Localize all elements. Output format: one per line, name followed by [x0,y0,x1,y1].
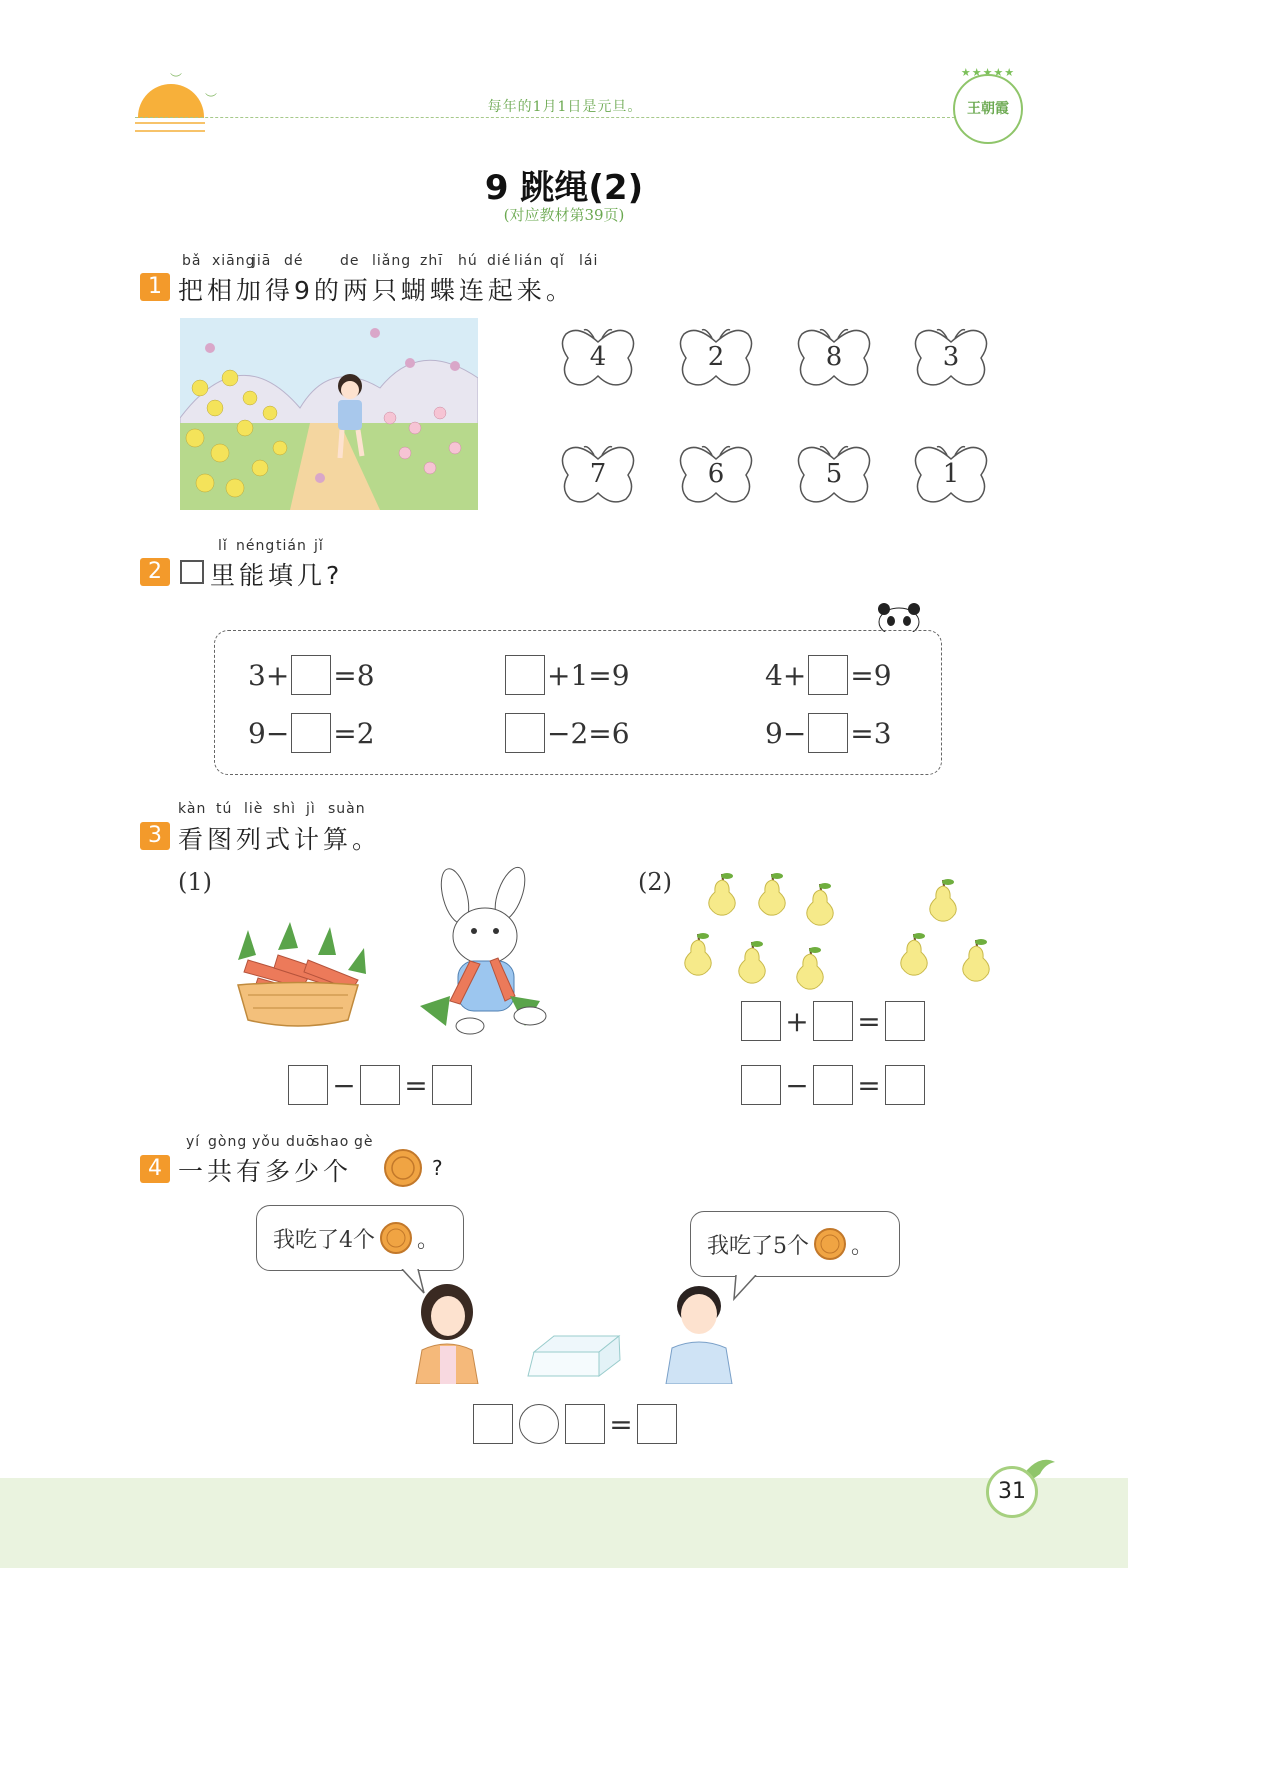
question-number-2: 2 [140,558,170,586]
pinyin-syllable: gè [354,1134,374,1150]
bird-icon: ︶ [205,92,218,106]
butterfly-number: 1 [942,459,960,489]
answer-box[interactable] [505,655,545,695]
equals-sign: = [404,1068,428,1102]
bubble-period: 。 [417,1227,440,1253]
equation-text: =9 [850,658,892,692]
sun-reflection [135,122,205,132]
equation-text: −2=6 [547,716,630,750]
q3-part2-addition-equation [741,1001,925,1041]
pear-icon [925,874,961,922]
question-number-4: 4 [140,1155,170,1183]
pear-icon [734,936,770,984]
answer-box[interactable] [505,713,545,753]
butterfly[interactable] [676,441,756,511]
mooncake-icon [382,1148,424,1188]
pinyin-syllable: jì [306,801,316,817]
fill-in-equation [505,655,630,695]
pinyin-syllable: qǐ [550,253,565,269]
pinyin-syllable: dé [284,253,304,269]
plus-sign: + [785,1004,809,1038]
empty-tray-illustration [524,1332,624,1382]
answer-box[interactable] [813,1001,853,1041]
answer-box[interactable] [741,1001,781,1041]
question-1-text: 把相加得9的两只蝴蝶连起来。 [178,276,575,305]
pinyin-syllable: bǎ [182,253,202,269]
speech-bubble-boy [690,1211,900,1277]
answer-box[interactable] [808,713,848,753]
page-number: 31 [986,1466,1038,1518]
question-number-3: 3 [140,822,170,850]
header-divider [135,117,955,118]
answer-box[interactable] [885,1001,925,1041]
bubble-text: 我吃了4个 [273,1227,375,1253]
pinyin-syllable: jǐ [314,538,324,554]
pinyin-syllable: lái [579,253,599,269]
equation-text: 9− [765,716,807,750]
equation-text: 4+ [765,658,807,692]
answer-box[interactable] [813,1065,853,1105]
footer-ground [0,1478,1128,1568]
butterfly[interactable] [794,441,874,511]
pear-icon [680,928,716,976]
pinyin-syllable: hú [458,253,478,269]
q3-part1-equation [288,1065,472,1105]
logo-text: 王朝霞 [967,101,1009,117]
answer-box[interactable] [473,1404,513,1444]
bubble-text: 我吃了5个 [707,1233,809,1259]
pinyin-syllable: liè [244,801,264,817]
pinyin-syllable: néng [236,538,276,554]
butterfly-number: 5 [825,459,843,489]
rabbit-illustration [410,866,560,1042]
answer-box[interactable] [565,1404,605,1444]
butterfly-number: 3 [942,342,960,372]
pear-icon [802,878,838,926]
bird-icon: ︶ [170,72,183,86]
question-4-end: ? [432,1156,447,1180]
butterfly[interactable] [911,441,991,511]
question-number-1: 1 [140,273,170,301]
page-subtitle: (对应教材第39页) [503,206,625,224]
carrot-basket-illustration [218,920,378,1030]
pinyin-syllable: jiā [252,253,272,269]
pinyin-syllable: yí [186,1134,201,1150]
fill-in-equation [248,713,375,753]
pinyin-syllable: zhī [420,253,444,269]
butterfly[interactable] [558,441,638,511]
header-motto: 每年的1月1日是元旦。 [487,99,643,115]
question-3-text: 看图列式计算。 [178,825,382,854]
operator-circle[interactable] [519,1404,559,1444]
pinyin-syllable: shì [273,801,297,817]
pinyin-syllable: gòng [208,1134,248,1150]
sun-icon [138,84,204,118]
minus-sign: − [332,1068,356,1102]
pinyin-syllable: dié [487,253,512,269]
equation-text: =3 [850,716,892,750]
q3-part2-subtraction-equation [741,1065,925,1105]
equation-text: =8 [333,658,375,692]
mooncake-icon [813,1227,847,1261]
q4-equation [473,1404,677,1444]
answer-box[interactable] [432,1065,472,1105]
fill-in-equation [505,713,630,753]
boy-illustration [662,1280,736,1384]
page-title: 9 跳绳(2) [484,168,644,208]
minus-sign: − [785,1068,809,1102]
pinyin-syllable: tú [216,801,233,817]
equals-sign: = [609,1407,633,1441]
pear-icon [754,868,790,916]
butterfly[interactable] [558,324,638,394]
equations-panel [214,630,942,775]
pinyin-syllable: liǎng [372,253,412,269]
pinyin-syllable: tián [276,538,307,554]
pear-icon [704,868,740,916]
garden-scene-illustration [180,318,478,510]
pinyin-syllable: kàn [178,801,207,817]
equation-text: 9− [248,716,290,750]
pear-icon [792,942,828,990]
question-2-text: 里能填几? [210,561,344,590]
mooncake-icon [379,1221,413,1255]
answer-box[interactable] [360,1065,400,1105]
butterfly-number: 4 [589,342,607,372]
equals-sign: = [857,1004,881,1038]
pinyin-syllable: lǐ [218,538,228,554]
stars-icon: ★★★★★ [960,66,1016,79]
answer-box[interactable] [637,1404,677,1444]
fill-in-equation [765,655,892,695]
publisher-logo [953,74,1023,144]
butterfly[interactable] [911,324,991,394]
bubble-tail [732,1275,762,1301]
pinyin-syllable: xiāng [212,253,256,269]
equation-text: +1=9 [547,658,630,692]
pear-icon [958,934,994,982]
equation-text: 3+ [248,658,290,692]
fill-in-equation [248,655,375,695]
butterfly-number: 2 [707,342,725,372]
answer-box[interactable] [288,1065,328,1105]
part-1-label: (1) [178,868,212,896]
answer-box[interactable] [741,1065,781,1105]
butterfly[interactable] [676,324,756,394]
butterfly-number: 6 [707,459,725,489]
pinyin-syllable: suàn [328,801,366,817]
fill-in-equation [765,713,892,753]
bubble-period: 。 [851,1233,874,1259]
pinyin-syllable: shao [312,1134,350,1150]
speech-bubble-girl [256,1205,464,1271]
butterfly-number: 8 [825,342,843,372]
answer-box[interactable] [885,1065,925,1105]
equals-sign: = [857,1068,881,1102]
pear-icon [896,928,932,976]
answer-box[interactable] [291,713,331,753]
pinyin-syllable: de [340,253,360,269]
answer-box[interactable] [808,655,848,695]
pinyin-syllable: yǒu [252,1134,281,1150]
butterfly[interactable] [794,324,874,394]
answer-box[interactable] [291,655,331,695]
pinyin-syllable: lián [514,253,544,269]
part-2-label: (2) [638,868,672,896]
question-4-text: 一共有多少个 [178,1157,353,1186]
equation-text: =2 [333,716,375,750]
butterfly-number: 7 [589,459,607,489]
girl-illustration [412,1280,482,1384]
pinyin-syllable: duō [286,1134,316,1150]
blank-box-icon [180,560,204,584]
panda-icon [876,600,922,632]
